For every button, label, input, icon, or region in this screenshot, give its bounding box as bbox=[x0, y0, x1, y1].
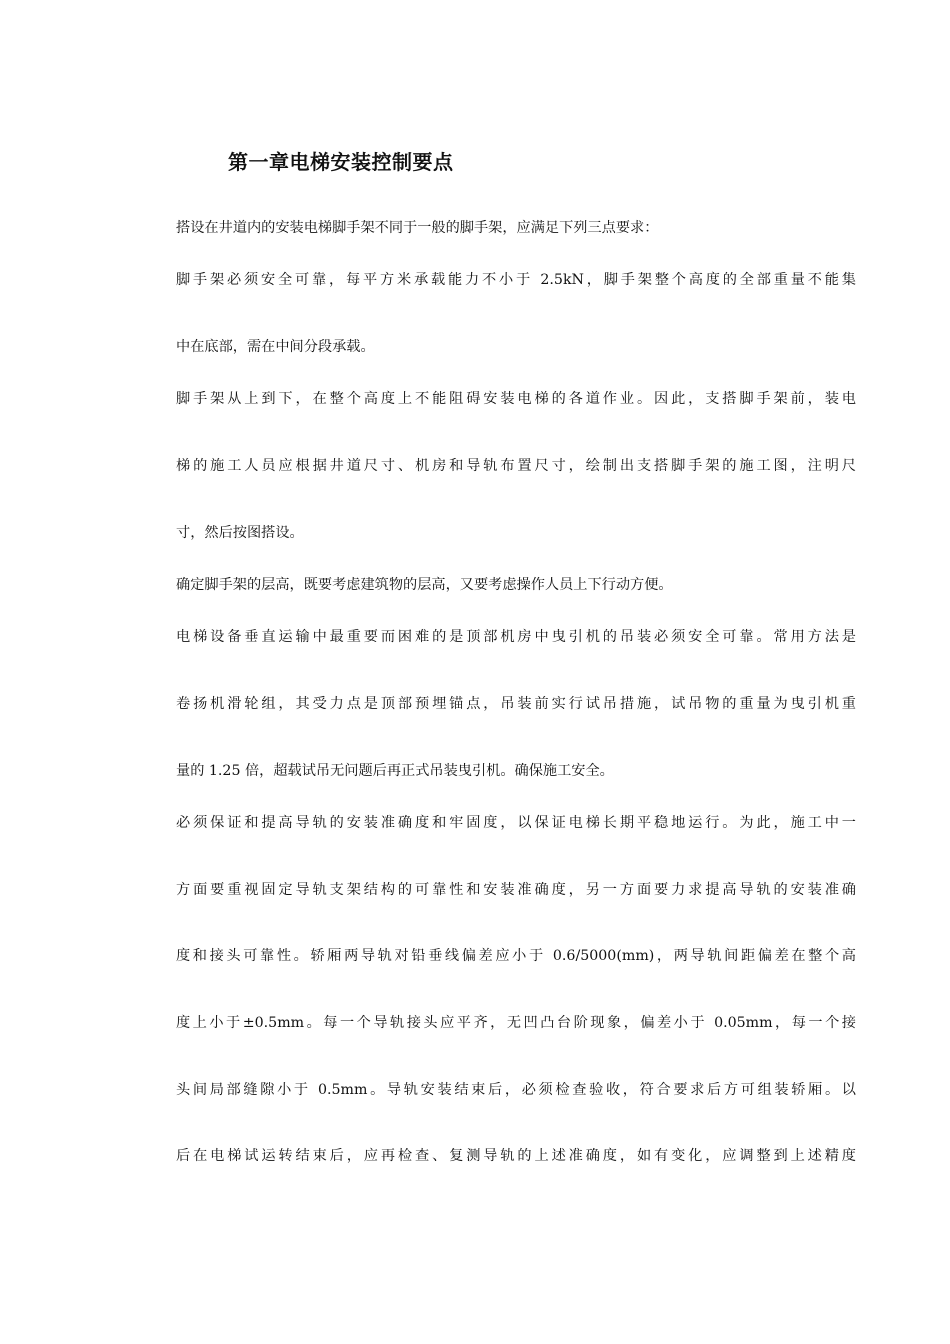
paragraph-line: 脚手架必须安全可靠，每平方米承载能力不小于 2.5kN，脚手架整个高度的全部重量不能集 bbox=[176, 272, 856, 288]
paragraph-line: 寸，然后按图搭设。 bbox=[176, 525, 304, 541]
paragraph-line: 中在底部，需在中间分段承载。 bbox=[176, 339, 375, 355]
paragraph-line: 卷扬机滑轮组，其受力点是顶部预埋锚点，吊装前实行试吊措施，试吊物的重量为曳引机重 bbox=[176, 696, 856, 712]
paragraph-line: 必须保证和提高导轨的安装准确度和牢固度，以保证电梯长期平稳地运行。为此，施工中一 bbox=[176, 815, 856, 831]
paragraph-line: 度和接头可靠性。轿厢两导轨对铅垂线偏差应小于 0.6/5000(mm)，两导轨间距偏差在整个高 bbox=[176, 948, 856, 964]
paragraph-line: 搭设在井道内的安装电梯脚手架不同于一般的脚手架，应满足下列三点要求： bbox=[176, 220, 659, 236]
paragraph-line: 头间局部缝隙小于 0.5mm。导轨安装结束后，必须检查验收，符合要求后方可组装轿厢。以 bbox=[176, 1082, 856, 1098]
paragraph-line: 梯的施工人员应根据井道尺寸、机房和导轨布置尺寸，绘制出支搭脚手架的施工图，注明尺 bbox=[176, 458, 856, 474]
paragraph-line: 后在电梯试运转结束后，应再检查、复测导轨的上述准确度，如有变化，应调整到上述精度 bbox=[176, 1148, 856, 1164]
paragraph-line: 确定脚手架的层高，既要考虑建筑物的层高，又要考虑操作人员上下行动方便。 bbox=[176, 577, 673, 593]
paragraph-line: 度上小于±0.5mm。每一个导轨接头应平齐，无凹凸台阶现象，偏差小于 0.05mm，每一个接 bbox=[176, 1015, 856, 1031]
paragraph-line: 方面要重视固定导轨支架结构的可靠性和安装准确度，另一方面要力求提高导轨的安装准确 bbox=[176, 882, 856, 898]
chapter-title: 第一章电梯安装控制要点 bbox=[228, 150, 454, 174]
paragraph-line: 电梯设备垂直运输中最重要而困难的是顶部机房中曳引机的吊装必须安全可靠。常用方法是 bbox=[176, 629, 856, 645]
paragraph-line: 脚手架从上到下，在整个高度上不能阻碍安装电梯的各道作业。因此，支搭脚手架前，装电 bbox=[176, 391, 856, 407]
paragraph-line: 量的 1.25 倍，超载试吊无问题后再正式吊装曳引机。确保施工安全。 bbox=[176, 763, 614, 779]
